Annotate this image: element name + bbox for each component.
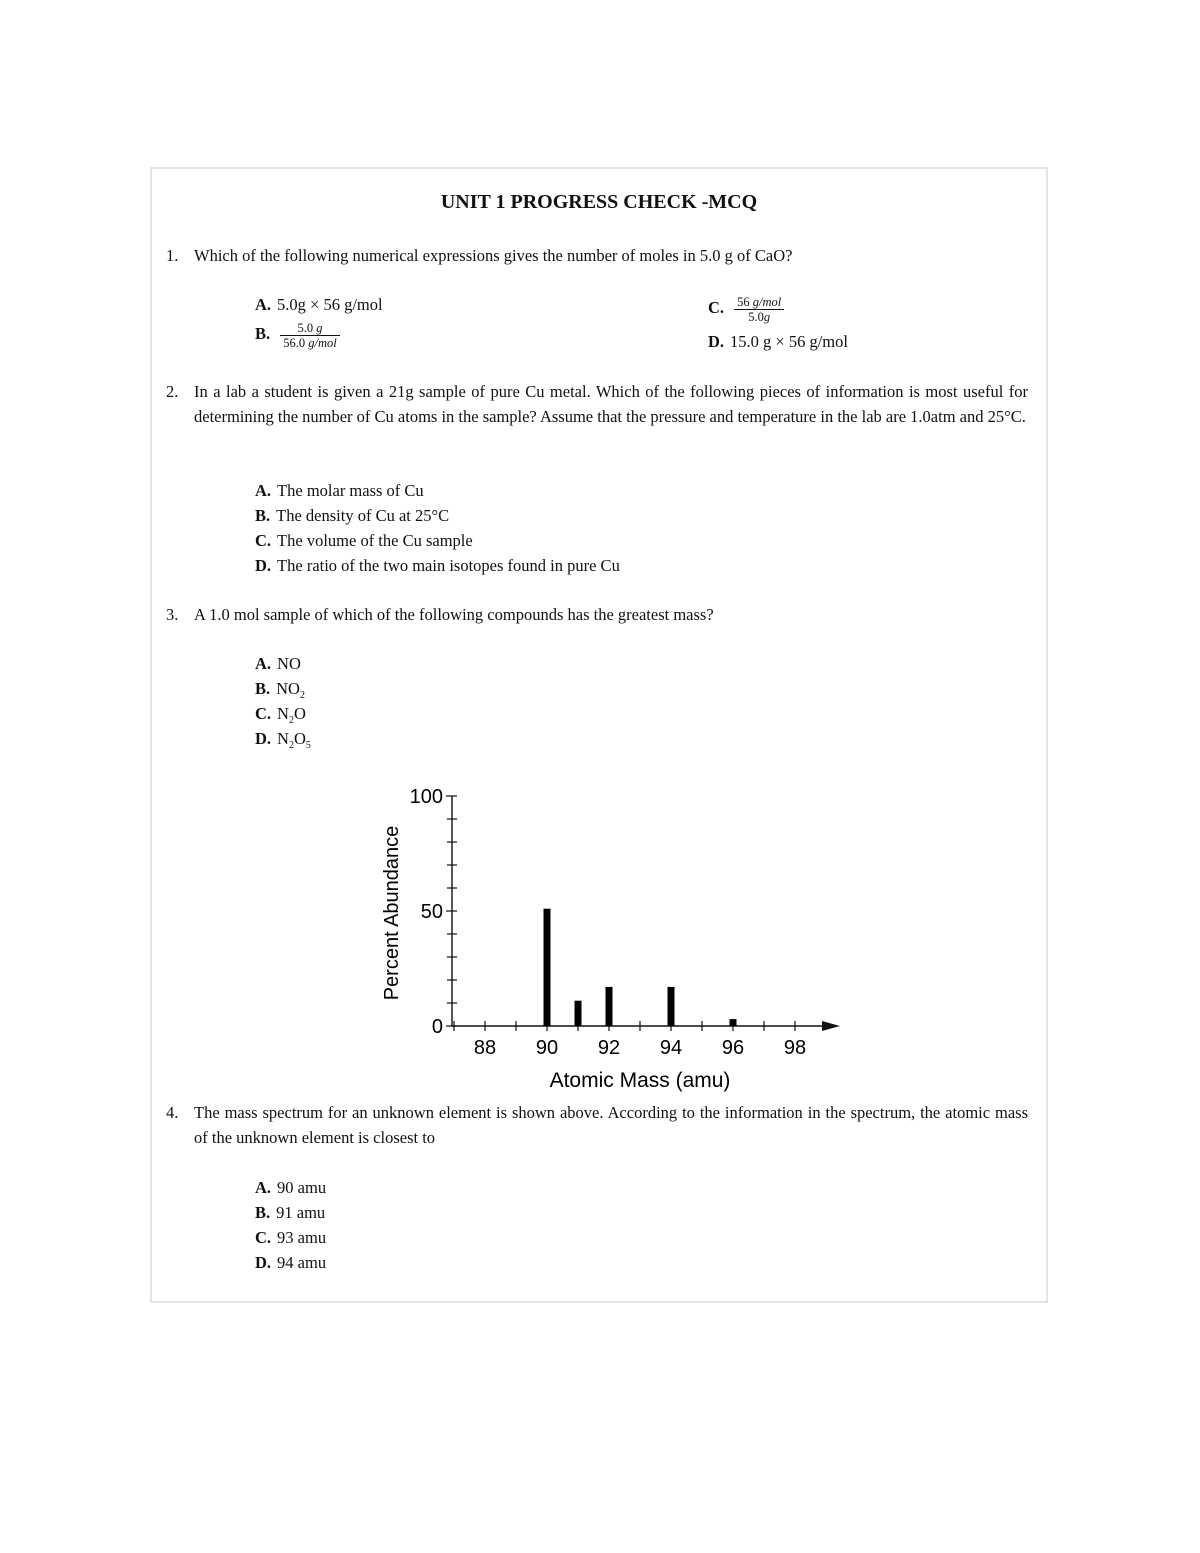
q1-option-d: D. 15.0 g × 56 g/mol	[708, 332, 848, 351]
question-2	[166, 379, 1028, 429]
y-axis-label: Percent Abundance	[381, 825, 403, 1001]
question-1	[166, 243, 1028, 268]
bar	[730, 1019, 737, 1026]
question-text: Which of the following numerical expressions gives the number of moles in 5.0 g of CaO?	[194, 246, 793, 265]
q2-option-c: C. The volume of the Cu sample	[255, 531, 473, 550]
q4-option-d: D. 94 amu	[255, 1253, 327, 1272]
question-number: 3.	[166, 605, 179, 624]
question-4	[166, 1100, 1028, 1150]
q2-option-b: B. The density of Cu at 25°C	[255, 506, 450, 525]
q1-option-c: C. $\frac{\text{56 g/mol}}{5.0g}$	[708, 293, 784, 324]
question-3	[166, 602, 1028, 627]
y-tick-label: 50	[420, 901, 443, 923]
x-tick-label: 96	[721, 1037, 745, 1059]
question-number: 2.	[166, 382, 179, 401]
fraction: $\frac{5.0 g}{\text{56.0 g/mol}}$	[280, 321, 339, 350]
fraction: $\frac{\text{56 g/mol}}{5.0g}$	[734, 295, 784, 324]
q3-option-c: C. $N_2O$	[255, 704, 306, 726]
y-tick-label: 100	[409, 786, 443, 808]
worksheet	[150, 167, 1048, 1303]
bar	[575, 1001, 582, 1026]
question-number: 4.	[166, 1103, 179, 1122]
x-axis-arrow	[822, 1021, 840, 1031]
q4-option-a: A. 90 amu	[255, 1178, 327, 1197]
bar	[606, 987, 613, 1026]
mass-spectrum-chart	[362, 781, 862, 1101]
question-number: 1.	[166, 246, 179, 265]
q3-option-a: A. NO	[255, 654, 301, 673]
question-text: A 1.0 mol sample of which of the following compounds has the greatest mass?	[194, 605, 714, 624]
x-tick-label: 98	[783, 1037, 807, 1059]
x-tick-label: 90	[535, 1037, 559, 1059]
bar	[668, 987, 675, 1026]
q1-option-b: B. $\frac{5.0 g}{\text{56.0 g/mol}}$	[255, 319, 340, 350]
question-text: The mass spectrum for an unknown element is shown above. According to the information in the spectrum, the atomic mass of the unknown element is closest to	[194, 1103, 1028, 1147]
bar	[544, 909, 551, 1026]
x-tick-label: 94	[659, 1037, 683, 1059]
x-tick-label: 92	[597, 1037, 621, 1059]
page-title: UNIT 1 PROGRESS CHECK -MCQ	[440, 191, 758, 213]
q4-option-b: B. 91 amu	[255, 1203, 326, 1222]
q2-option-d: D. The ratio of the two main isotopes found in pure Cu	[255, 556, 620, 575]
x-tick-label: 88	[473, 1037, 497, 1059]
x-axis-label: Atomic Mass (amu)	[549, 1069, 731, 1092]
q3-option-b: B. $NO_2$	[255, 679, 305, 701]
q4-option-c: C. 93 amu	[255, 1228, 327, 1247]
q1-option-a: A. 5.0g × 56 g/mol	[255, 295, 383, 314]
q3-option-d: D. $N_2O_5$	[255, 729, 311, 751]
y-tick-label: 0	[431, 1016, 443, 1038]
q2-option-a: A. The molar mass of Cu	[255, 481, 424, 500]
question-text: In a lab a student is given a 21g sample of pure Cu metal. Which of the following pieces of information is most useful for determining the number of Cu atoms in the sample? Assume that the pressure and temperature in the lab are 1.0atm and 25°C.	[194, 382, 1028, 426]
